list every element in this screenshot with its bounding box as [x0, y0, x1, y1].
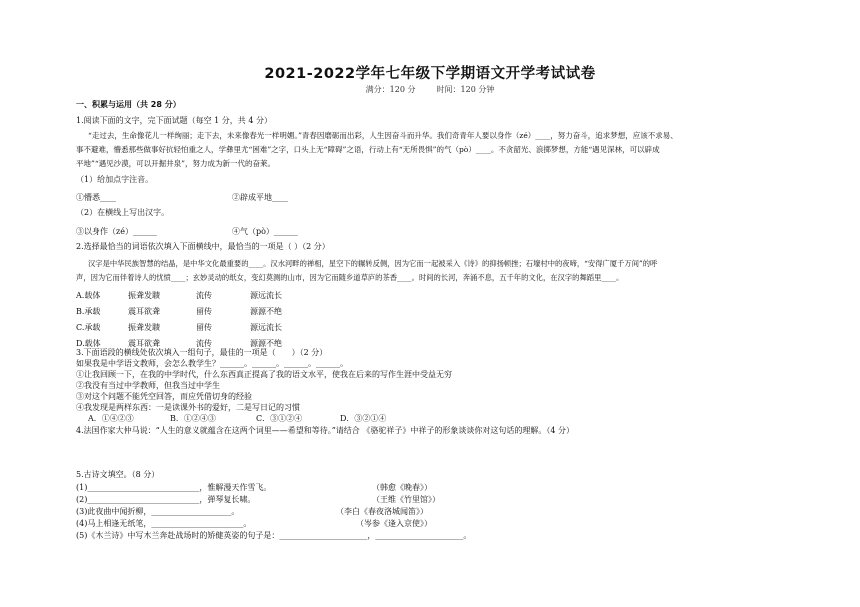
q1-passage-line3: 平地”“遇见沙漠，可以开掘井泉”，努力成为新一代的奋莱。 [76, 159, 276, 168]
q5-source-4: （岑参《逢入京使》） [356, 519, 432, 528]
q2-option-cell: 源源不绝 [250, 307, 282, 316]
q1-sub2: （2）在横线上写出汉字。 [76, 208, 170, 217]
q5-line-4: (4)马上相逢无纸笔，_______________________。 [76, 519, 252, 528]
q2-passage-line1: 汉字是中华民族智慧的结晶，是中华文化最重要的____。汉水河畔的禅相，星空下的辗转反侧，因为它而一起被采入《诗》的抑扬顿挫；石壕村中的夜啼，“安得广厦千万间”的呼 [88, 259, 658, 268]
q3-item-3: ③对这个问题不能凭空回答，而应凭借切身的经验 [76, 392, 252, 401]
q2-option-cell: 源源不绝 [250, 339, 282, 348]
q1-passage-line2: 事不避难，懵悉那些做事好抗轻怕重之人，学彝里尤“困难”之字，口头上无“障碍”之语，行动上有“无所畏惧”的气（pò）____。不贪韶光、浪掷梦想，方能“遇见深林，可以辟成 [76, 145, 660, 154]
q3-choice-b: B．①②④③ [170, 414, 216, 423]
q3-choice-a: A．①④②③ [88, 414, 134, 423]
q1-answer-3: ③以身作（zé）______ [76, 227, 157, 236]
q2-option-cell: 流传 [196, 339, 212, 348]
q2-option-cell: 振聋发聩 [128, 291, 160, 300]
q5-source-1: （韩愈《晚春》） [372, 483, 432, 492]
q2-stem: 2.选择最恰当的词语依次填入下面横线中，最恰当的一项是（ ）（2 分） [76, 242, 330, 251]
q1-passage-line1: “走过去，生命像花儿一样绚丽；走下去，未来像春光一样明媚。”青春因磨砺而出彩，人生因奋斗而升华。我们奇青年人要以身作（zé）____，努力奋斗，追求梦想，应该不求易、 [88, 131, 678, 140]
q3-item-2: ②我没有当过中学教师，但我当过中学生 [76, 381, 220, 390]
q5-source-2: （王维《竹里馆》） [372, 495, 440, 504]
q4-stem: 4.法国作家大仲马说：“人生的意义就蕴含在这两个词里——希望和等待。”请结合 《骆驼祥子》中祥子的形象谈谈你对这句话的理解。（4 分） [76, 426, 574, 435]
full-score: 满分：120 分 [365, 85, 416, 94]
q2-option-cell: C.承载 [76, 323, 101, 332]
q2-option-cell: 流传 [196, 291, 212, 300]
q2-option-cell: 源远流长 [250, 291, 282, 300]
q3-choice-c: C．③①②④ [256, 414, 303, 423]
q1-sub1: （1）给加点字注音。 [76, 175, 154, 184]
q5-line-1: (1)____________________________，惟解漫天作雪飞。 [76, 483, 272, 492]
q1-answer-2: ②辟成平地____ [232, 193, 288, 202]
q5-line-5: (5)《木兰诗》中写木兰奔赴战场时的矫健英姿的句子是：______________________，______________________。 [76, 531, 472, 540]
q1-answer-4: ④气（pò）______ [232, 227, 298, 236]
q2-option-cell: 源远流长 [250, 323, 282, 332]
q2-option-cell: 震耳欲聋 [128, 307, 160, 316]
exam-time: 时间：120 分钟 [436, 85, 495, 94]
q5-source-3: （李白《春夜洛城闻笛》） [336, 507, 428, 516]
q2-option-cell: 留传 [196, 323, 212, 332]
q2-option-cell: 振聋发聩 [128, 323, 160, 332]
q3-item-4: ④我发现是两样东西：一是读课外书的爱好，二是写日记的习惯 [76, 403, 300, 412]
q3-stem: 3.下面语段的横线处依次填入一组句子，最佳的一项是（ ）（2 分） [76, 348, 328, 357]
exam-title: 2021-2022学年七年级下学期语文开学考试试卷 [264, 66, 596, 82]
q1-answer-1: ①懵悉____ [76, 193, 116, 202]
q2-passage-line2: 声，因为它而伴着诗人的忧愤____；玄妙灵动的纸女，变幻莫测的山市，因为它而随乡道草庐的茶香____。时间的长河，奔涌不息，五千年的文化，在汉字的舞蹈里____。 [76, 273, 624, 282]
q2-option-cell: D.载体 [76, 339, 101, 348]
q5-line-3: (3)此夜曲中闻折柳，____________________。 [76, 507, 240, 516]
q3-choice-d: D．③②①④ [340, 414, 387, 423]
q3-intro: 如果我是中学语文教师，会怎么教学生？______。______。______。______。 [76, 359, 348, 368]
q3-item-1: ①让我回顾一下，在我的中学时代，什么东西真正提高了我的语文水平，使我在后来的写作生涯中受益无穷 [76, 370, 452, 379]
q2-option-cell: 留传 [196, 307, 212, 316]
q1-stem: 1.阅读下面的文字，完下面试题（每空 1 分，共 4 分） [76, 116, 272, 125]
section-heading: 一、积累与运用（共 28 分） [76, 100, 181, 109]
q2-option-cell: B.承载 [76, 307, 101, 316]
q2-option-cell: A.载体 [76, 291, 101, 300]
q2-option-cell: 震耳欲聋 [128, 339, 160, 348]
q5-stem: 5.古诗文填空。（8 分） [76, 470, 160, 479]
exam-meta [0, 84, 860, 95]
q5-line-2: (2)____________________________，弹琴复长啸。 [76, 495, 256, 504]
